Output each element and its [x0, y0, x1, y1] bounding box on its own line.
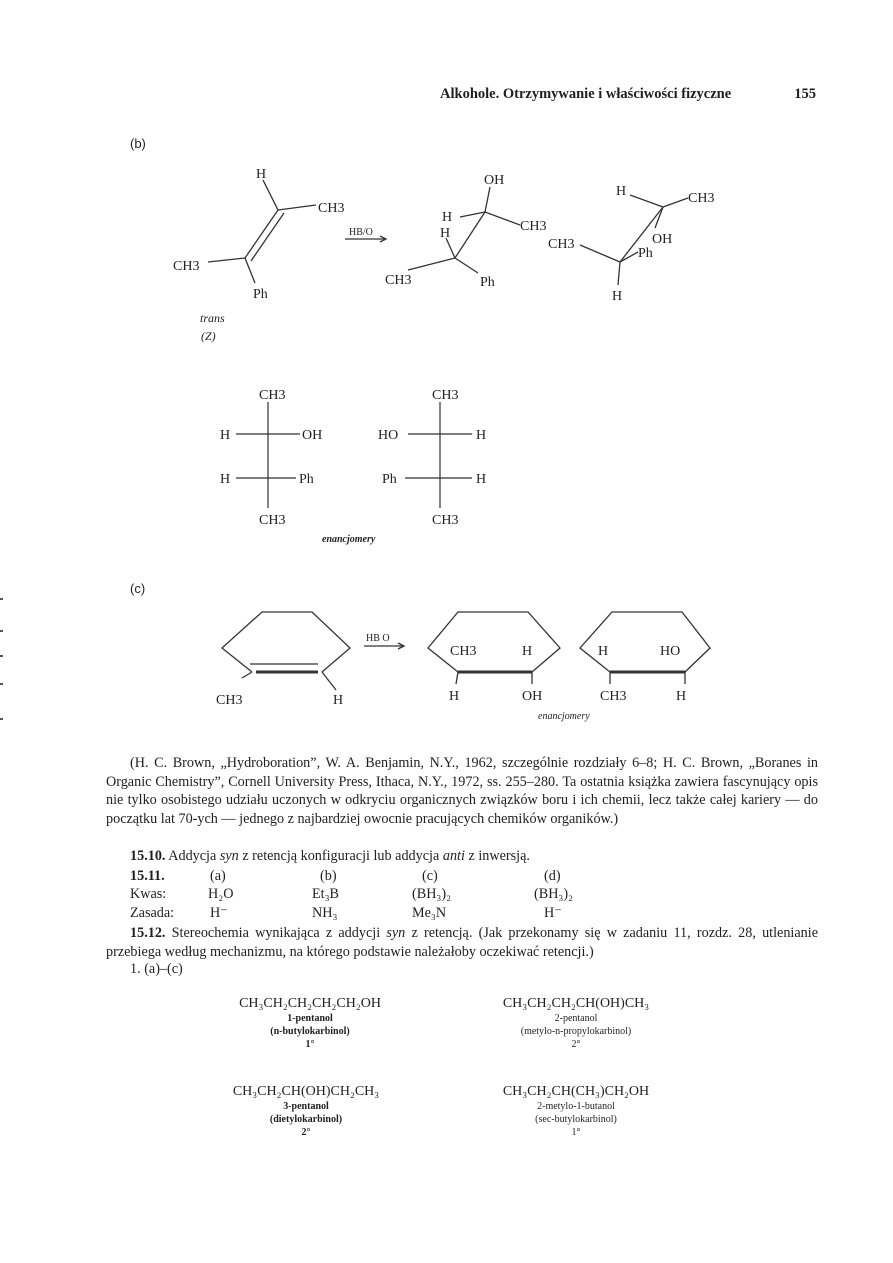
- compound-1: [200, 996, 420, 1051]
- trans-label: trans: [200, 311, 225, 325]
- label-h: H: [476, 472, 487, 487]
- section-label-b: (b): [130, 136, 146, 151]
- bond: [278, 205, 316, 210]
- compound-degree: 1°: [571, 1127, 581, 1138]
- label-oh: OH: [484, 173, 505, 188]
- label-ch3: CH3: [432, 388, 459, 403]
- label-ch3: CH3: [173, 259, 200, 274]
- compound-name: 1-pentanol: [287, 1013, 333, 1024]
- compound-degree: 2°: [301, 1127, 311, 1138]
- compound-formula: CH₃CH₂CH₂CH₂CH₂OH: [239, 996, 381, 1011]
- bond: [630, 195, 663, 207]
- column-header: (a): [210, 868, 226, 884]
- label-h: H: [449, 689, 460, 704]
- label-ch3: CH3: [450, 644, 477, 659]
- label-oh: OH: [522, 689, 543, 704]
- bond: [485, 212, 520, 225]
- label-ph: Ph: [480, 275, 495, 290]
- table-row: [130, 886, 730, 904]
- compound-formula: CH₃CH₂CH(CH₃)CH₂OH: [502, 1084, 650, 1099]
- label-h: H: [333, 693, 344, 708]
- bond: [245, 258, 255, 283]
- label-h: H: [220, 428, 231, 443]
- compound-name: 3-pentanol: [283, 1101, 329, 1112]
- column-header: (d): [544, 868, 561, 884]
- table-row: [130, 905, 730, 923]
- table-cell: H⁻: [210, 905, 228, 921]
- bond: [580, 245, 620, 262]
- bond: [620, 252, 638, 262]
- answer-number: 15.12.: [130, 925, 166, 941]
- page-number: 155: [794, 86, 816, 102]
- item-text: 1. (a)–(c): [130, 961, 183, 977]
- label-h: H: [476, 428, 487, 443]
- label-oh: OH: [302, 428, 323, 443]
- compound-degree: 2°: [571, 1039, 581, 1050]
- reference-paragraph: [106, 754, 818, 828]
- double-bond: [251, 213, 284, 261]
- answer-15-10: [106, 847, 818, 866]
- table-cell: Me₃N: [412, 905, 447, 921]
- label-h: H: [440, 226, 451, 241]
- bond: [408, 258, 455, 270]
- label-ch3: CH3: [318, 201, 345, 216]
- row-label: Zasada:: [130, 905, 175, 921]
- label-ch3: CH3: [259, 388, 286, 403]
- label-ph: Ph: [299, 472, 314, 487]
- bond: [242, 672, 252, 678]
- label-ch3: CH3: [216, 693, 243, 708]
- ring-bond: [428, 612, 560, 672]
- enantiomers-label-c: enancjomery: [538, 711, 590, 722]
- bond: [322, 672, 336, 690]
- label-h: H: [598, 644, 609, 659]
- label-h: H: [442, 210, 453, 225]
- answer-italic: syn: [219, 848, 239, 864]
- answer-italic: anti: [442, 848, 465, 864]
- label-h: H: [616, 184, 627, 199]
- answer-italic: syn: [386, 925, 406, 941]
- column-header: (b): [320, 868, 337, 884]
- header-title: Alkohole. Otrzymywanie i właściwości fizyczne: [440, 86, 732, 102]
- label-ch3: CH3: [520, 219, 547, 234]
- table-15-11-header: [130, 868, 730, 886]
- label-ch3: CH3: [600, 689, 627, 704]
- bond: [446, 238, 455, 258]
- answer-text: z inwersją.: [468, 848, 530, 864]
- label-h: H: [612, 289, 623, 304]
- column-header: (c): [422, 868, 438, 884]
- table-cell: NH₃: [312, 905, 338, 921]
- bond: [456, 672, 458, 684]
- table-cell: H₂O: [208, 886, 234, 902]
- compound-formula: CH₃CH₂CH(OH)CH₂CH₃: [232, 1084, 380, 1099]
- bond: [655, 207, 663, 228]
- compound-alt-name: (sec-butylokarbinol): [535, 1114, 617, 1125]
- bond: [485, 187, 490, 212]
- label-ch3: CH3: [548, 237, 575, 252]
- label-h: H: [676, 689, 687, 704]
- reagent-label: HB O: [366, 633, 390, 644]
- label-oh: OH: [652, 232, 673, 247]
- section-label-c: (c): [130, 581, 146, 596]
- compound-alt-name: (metylo-n-propylokarbinol): [520, 1026, 632, 1037]
- bond: [663, 198, 688, 207]
- table-cell: (BH₃)₂: [412, 886, 452, 902]
- table-cell: Et₃B: [312, 886, 340, 902]
- compound-alt-name: (n-butylokarbinol): [270, 1026, 350, 1037]
- double-bond: [245, 210, 278, 258]
- label-ch3: CH3: [259, 513, 286, 528]
- ring-bond: [580, 612, 710, 672]
- bond: [455, 212, 485, 258]
- z-label: (Z): [201, 329, 216, 343]
- label-ch3: CH3: [385, 273, 412, 288]
- answer-text: z retencją konfiguracji lub addycja: [242, 848, 440, 864]
- compound-degree: 1°: [305, 1039, 315, 1050]
- label-h: H: [522, 644, 533, 659]
- reference-text: (H. C. Brown, „Hydroboration”, W. A. Benjamin, N.Y., 1962, szczególnie rozdziały 6–8; H. C. Brown, „Boranes in Organic Chemistry”, Cornell University Press, Ithaca, N.Y., 1972, ss. 255–280. Ta ostatnia książka zawiera fascynujący opis nie tylko osobistego udziału uczonych w odkryciu organicznych związków boru i ich chemii, lecz także całej kariery — do początku lat 70-ych — jednego z najbardziej owocnie pracujących chemików organików.): [106, 755, 818, 827]
- bond: [618, 262, 620, 285]
- label-ch3: CH3: [688, 191, 715, 206]
- compound-formula: CH₃CH₂CH₂CH(OH)CH₃: [502, 996, 650, 1011]
- bond: [455, 258, 478, 273]
- compound-2: [466, 996, 686, 1051]
- row-label: Kwas:: [130, 886, 167, 902]
- label-ph: Ph: [382, 472, 397, 487]
- ring-bond: [222, 612, 350, 672]
- answer-number: 15.10.: [130, 848, 166, 864]
- answer-15-12: [106, 924, 818, 961]
- answer-text: Stereochemia wynikająca z addycji: [171, 925, 381, 941]
- bond: [263, 180, 278, 210]
- label-h: H: [220, 472, 231, 487]
- answer-text: z retencją. (Jak przekonamy się w zadaniu 11, rozdz. 28, utlenianie przebiega według mechanizmu, na którego podstawie należałoby oczekiwać retencji.): [106, 925, 819, 960]
- table-cell: H⁻: [544, 905, 562, 921]
- answer-number: 15.11.: [130, 868, 165, 884]
- label-ho: HO: [378, 428, 399, 443]
- bond: [208, 258, 245, 262]
- label-ph: Ph: [638, 246, 653, 261]
- enantiomers-label-b: enancjomery: [322, 534, 376, 545]
- compound-alt-name: (dietylokarbinol): [269, 1114, 343, 1125]
- compound-3: [196, 1084, 416, 1139]
- label-ch3: CH3: [432, 513, 459, 528]
- reagent-label: HB/O: [349, 227, 373, 238]
- compound-name: 2-metylo-1-butanol: [537, 1101, 615, 1112]
- label-ho: HO: [660, 644, 681, 659]
- compound-name: 2-pentanol: [554, 1013, 598, 1024]
- table-cell: (BH₃)₂: [534, 886, 574, 902]
- label-ph: Ph: [253, 287, 268, 302]
- bond: [460, 212, 485, 217]
- label-h: H: [256, 167, 267, 182]
- compound-4: [466, 1084, 686, 1139]
- answer-text: Addycja: [168, 848, 217, 864]
